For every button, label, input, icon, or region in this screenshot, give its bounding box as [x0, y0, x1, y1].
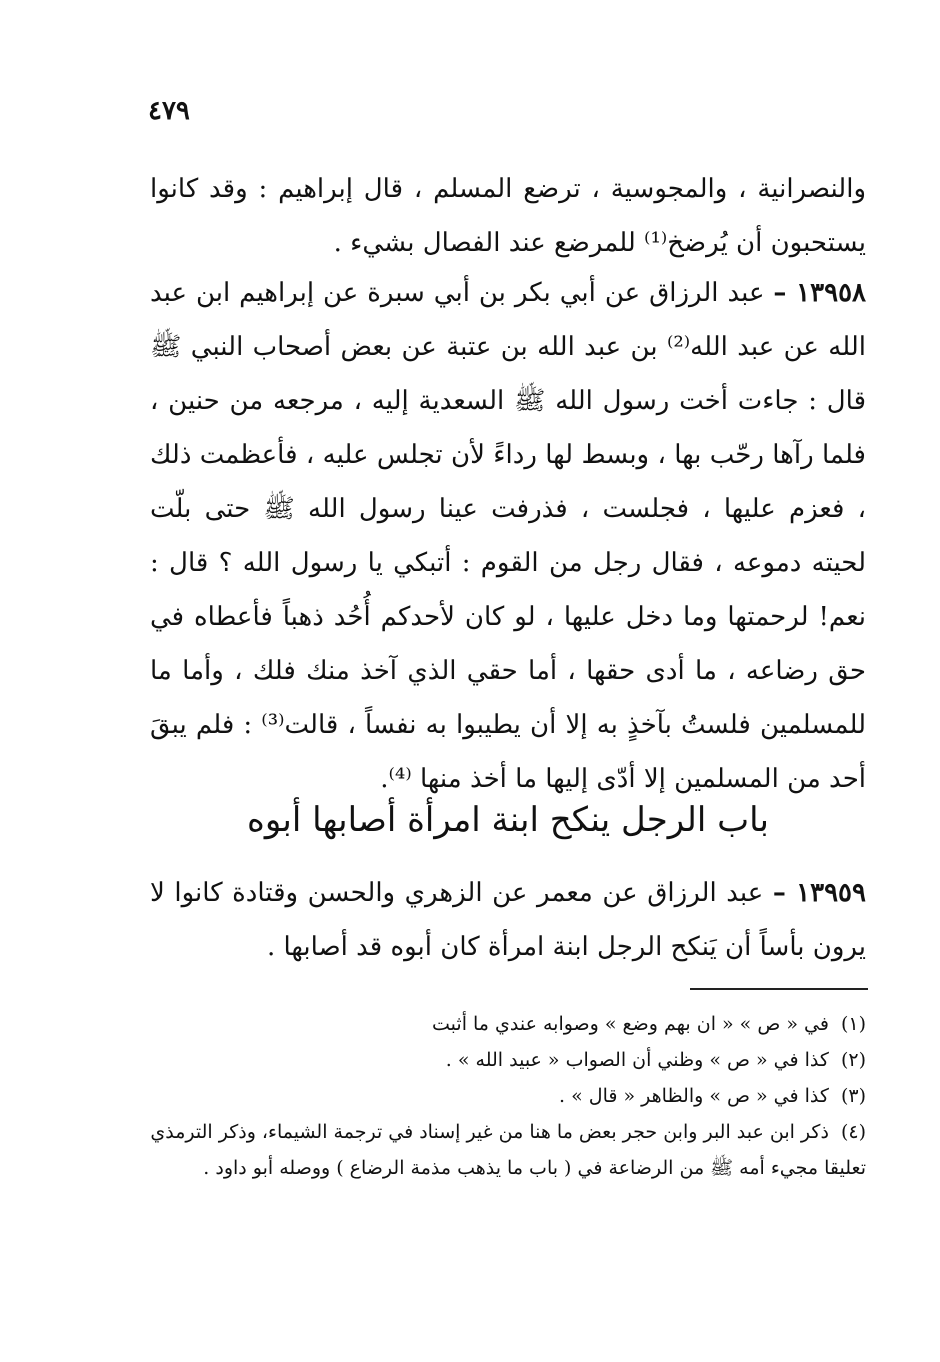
footnote-text: كذا في « ص » والظاهر « قال » . — [559, 1085, 829, 1107]
hadith-text: عبد الرزاق عن أبي بكر بن أبي سبرة عن إبراهيم ابن عبد الله عن عبد الله⁽²⁾ بن عبد الله بن عتبة عن بعض أصحاب النبي ﷺ قال : جاءت أخت رسول الله ﷺ السعدية إليه ، مرجعه من حنين ، فلما رآها رحّب بها ، وبسط لها رداءً لأن تجلس عليه ، فأعظمت ذلك ، فعزم عليها ، فجلست ، فذرفت عينا رسول الله ﷺ حتى بلّت لحيته دموعه ، فقال رجل من القوم : أتبكي يا رسول الله ؟ قال : نعم! لرحمتها وما دخل عليها ، لو كان لأحدكم أُحُد ذهباً فأعطاه في حق رضاعه ، ما أدى حقها ، أما حقي الذي آخذ منك فلك ، وأما ما للمسلمين فلستُ بآخذٍ به إلا أن يطيبوا به نفساً ، قالت⁽³⁾ : فلم يبقَ أحد من المسلمين إلا أدّى إليها ما أخذ منها ⁽⁴⁾. — [150, 278, 866, 794]
footnote-label: (٣) — [840, 1085, 866, 1107]
hadith-13959 — [150, 866, 866, 974]
footnote-label: (١) — [840, 1013, 866, 1035]
hadith-paragraph — [150, 866, 866, 974]
footnote-1 — [150, 1006, 866, 1042]
chapter-heading: باب الرجل ينكح ابنة امرأة أصابها أبوه — [247, 800, 769, 840]
hadith-paragraph — [150, 266, 866, 806]
footnote-3 — [150, 1078, 866, 1114]
paragraph-text: والنصرانية ، والمجوسية ، ترضع المسلم ، قال إبراهيم : وقد كانوا يستحبون أن يُرضخ⁽¹⁾ للمرضع عند الفصال بشيء . — [150, 174, 866, 258]
footnote-4 — [150, 1114, 866, 1186]
hadith-text: عبد الرزاق عن معمر عن الزهري والحسن وقتادة كانوا لا يرون بأساً أن يَنكح الرجل ابنة امرأة كان أبوه قد أصابها . — [150, 878, 866, 962]
paragraph-ibrahim-statement — [150, 162, 866, 270]
hadith-number: ١٣٩٥٩ – — [772, 878, 866, 908]
hadith-13958 — [150, 266, 866, 806]
footnote-separator — [690, 988, 868, 990]
hadith-number: ١٣٩٥٨ – — [773, 278, 866, 308]
footnote-label: (٤) — [840, 1121, 866, 1143]
footnote-2 — [150, 1042, 866, 1078]
footnotes — [150, 1006, 866, 1186]
footnote-text: كذا في « ص » وظني أن الصواب « عبيد الله » . — [445, 1049, 829, 1071]
footnote-label: (٢) — [840, 1049, 866, 1071]
footnote-text: ذكر ابن عبد البر وابن حجر بعض ما هنا من غير إسناد في ترجمة الشيماء، وذكر الترمذي تعليقا مجيء أمه ﷺ من الرضاعة في ( باب ما يذهب مذمة الرضاع ) ووصله أبو داود . — [150, 1121, 866, 1179]
footnote-text: في « ص » « ان بهم وضع » وصوابه عندي ما أثبت — [432, 1013, 829, 1035]
page-number: ٤٧٩ — [148, 96, 190, 126]
